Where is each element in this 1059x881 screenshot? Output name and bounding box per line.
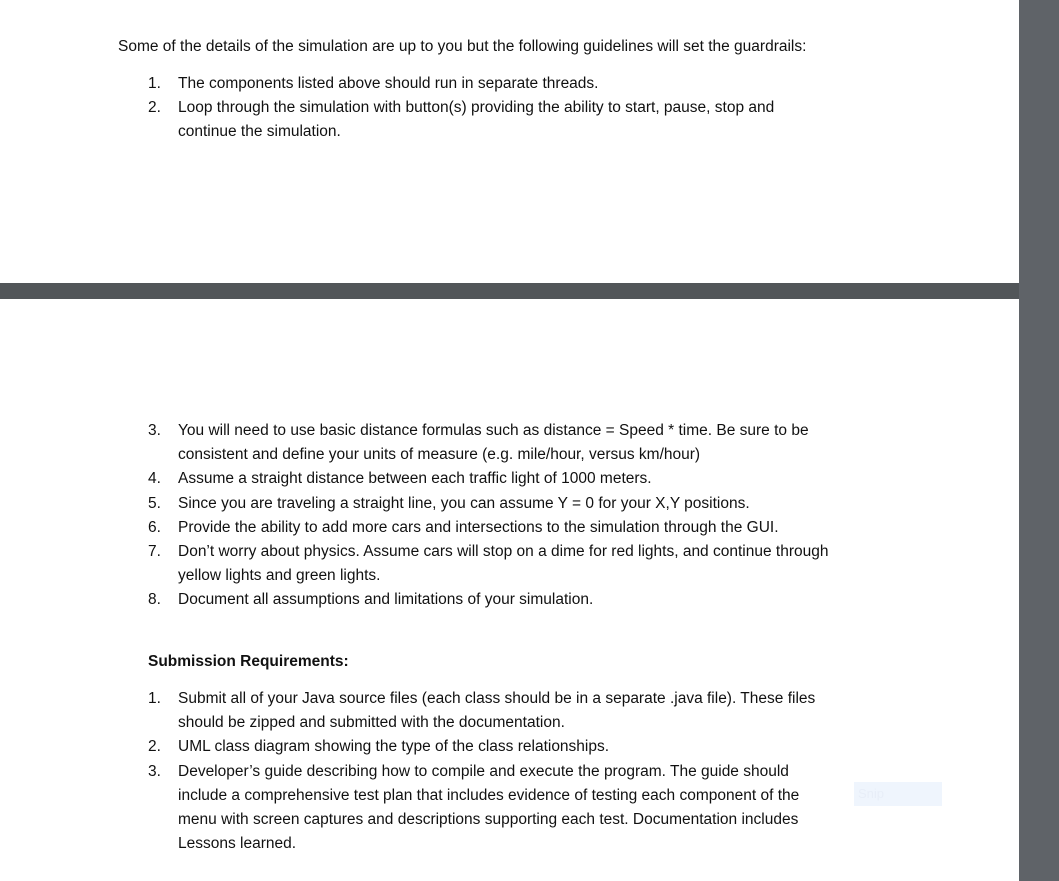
snip-tool-overlay[interactable]: Snip <box>854 782 942 806</box>
list-number: 2. <box>148 738 161 756</box>
list-text: You will need to use basic distance formulas such as distance = Speed * time. Be sure to be consistent and define your units of measure (e.g. mile/hour, versus km/hour) <box>178 422 809 464</box>
list-item <box>148 588 828 612</box>
submission-heading: Submission Requirements: <box>148 653 349 670</box>
submission-requirements-list <box>148 687 815 856</box>
intro-paragraph: Some of the details of the simulation are up to you but the following guidelines will set the guardrails: <box>118 38 807 55</box>
list-text: Provide the ability to add more cars and intersections to the simulation through the GUI. <box>178 518 779 536</box>
list-text: The components listed above should run in separate threads. <box>178 75 599 92</box>
list-text: Submit all of your Java source files (each class should be in a separate .java file). These files should be zipped and submitted with the documentation. <box>178 690 816 732</box>
list-item <box>148 687 815 735</box>
scrollbar[interactable] <box>1019 0 1059 881</box>
list-text: Developer’s guide describing how to compile and execute the program. The guide should include a comprehensive test plan that includes evidence of testing each component of the menu with screen captures and descriptions supporting each test. Documentation includes Lessons learned. <box>178 762 800 853</box>
list-item <box>148 419 828 467</box>
list-number: 2. <box>148 99 161 117</box>
document-page-1 <box>0 0 1019 283</box>
list-number: 1. <box>148 75 161 92</box>
list-item <box>148 760 815 857</box>
list-number: 3. <box>148 762 161 780</box>
page-separator <box>0 283 1019 299</box>
list-number: 5. <box>148 494 161 512</box>
list-item <box>148 540 828 588</box>
list-number: 7. <box>148 543 161 561</box>
list-text: Document all assumptions and limitations of your simulation. <box>178 591 594 609</box>
list-text: Since you are traveling a straight line, you can assume Y = 0 for your X,Y positions. <box>178 494 750 512</box>
list-number: 4. <box>148 470 161 488</box>
list-number: 1. <box>148 690 161 707</box>
list-item <box>148 492 828 516</box>
list-number: 6. <box>148 518 161 536</box>
list-text: Assume a straight distance between each traffic light of 1000 meters. <box>178 470 652 488</box>
list-item <box>148 735 815 759</box>
list-item <box>148 96 774 144</box>
list-number: 3. <box>148 422 161 439</box>
list-text: UML class diagram showing the type of the class relationships. <box>178 738 610 756</box>
guidelines-list-part1 <box>148 72 774 145</box>
list-number: 8. <box>148 591 161 609</box>
guidelines-list-part2 <box>148 419 828 613</box>
list-item <box>148 72 774 96</box>
list-text: Don’t worry about physics. Assume cars will stop on a dime for red lights, and continue through yellow lights and green lights. <box>178 543 829 585</box>
list-text: Loop through the simulation with button(s) providing the ability to start, pause, stop and continue the simulation. <box>178 99 775 141</box>
list-item <box>148 467 828 491</box>
list-item <box>148 516 828 540</box>
